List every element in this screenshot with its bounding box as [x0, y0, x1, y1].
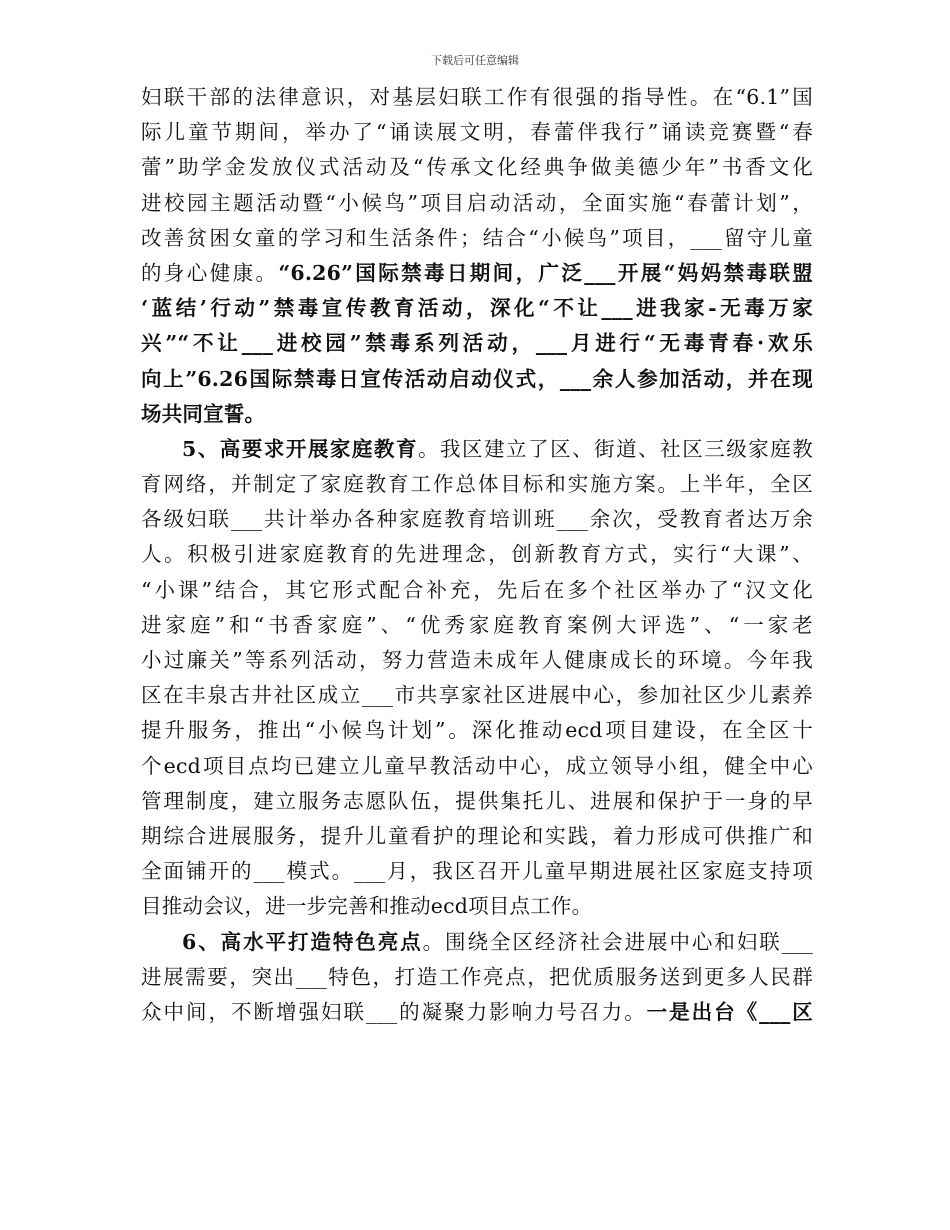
- bold-text-segment: ‘蓝结’行动”禁毒宣传教育活动，深化“不让___进我家-无毒万家: [141, 296, 813, 321]
- bold-text-segment: 6、高水平打造特色亮点: [182, 929, 423, 954]
- text-line: [141, 397, 813, 432]
- text-segment: 小过廉关”等系列活动，努力营造未成年人健康成长的环境。今年我: [141, 648, 813, 672]
- text-segment: 育网络，并制定了家庭教育工作总体目标和实施方案。上半年，全区: [141, 472, 813, 497]
- text-line: [141, 362, 813, 397]
- text-line: [141, 713, 813, 748]
- text-line: [141, 678, 813, 713]
- text-segment: 各级妇联___共计举办各种家庭教育培训班___余次，受教育者达万余: [141, 507, 813, 532]
- text-segment: 众中间，不断增强妇联___的凝聚力影响力号召力。: [141, 999, 647, 1024]
- bold-text-segment: “6.26”国际禁毒日期间，广泛___开展“妈妈禁毒联盟: [278, 260, 813, 285]
- bold-text-segment: 一是出台《___区: [646, 999, 813, 1024]
- text-line: [141, 925, 813, 960]
- text-segment: 区在丰泉古井社区成立___市共享家社区进展中心，参加社区少儿素养: [141, 683, 813, 708]
- document-body: [141, 80, 813, 1030]
- bold-text-segment: 兴”“不让___进校园”禁毒系列活动，___月进行“无毒青春·欢乐: [141, 331, 813, 356]
- text-segment: 进家庭”和“书香家庭”、“优秀家庭教育案例大评选”、“一家老: [141, 612, 813, 637]
- text-line: [141, 291, 813, 326]
- text-line: [141, 221, 813, 256]
- text-line: [141, 80, 813, 115]
- text-line: [141, 643, 813, 678]
- text-line: [141, 960, 813, 995]
- text-segment: 目推动会议，进一步完善和推动ecd项目点工作。: [141, 894, 593, 919]
- text-line: [141, 186, 813, 221]
- text-line: [141, 432, 813, 467]
- bold-text-segment: 5、高要求开展家庭教育: [182, 436, 418, 461]
- text-segment: “小课”结合，其它形式配合补充，先后在多个社区举办了“汉文化: [141, 577, 813, 602]
- text-segment: 个ecd项目点均已建立儿童早教活动中心，成立领导小组，健全中心: [141, 753, 813, 778]
- text-line: [141, 115, 813, 150]
- text-line: [141, 784, 813, 819]
- text-line: [141, 749, 813, 784]
- bold-text-segment: 场共同宣誓。: [141, 401, 266, 426]
- text-line: [141, 889, 813, 924]
- text-line: [141, 502, 813, 537]
- text-segment: 全面铺开的___模式。___月，我区召开儿童早期进展社区家庭支持项: [141, 859, 813, 884]
- text-line: [141, 537, 813, 572]
- text-line: [141, 467, 813, 502]
- text-line: [141, 819, 813, 854]
- text-line: [141, 995, 813, 1030]
- text-segment: 人。积极引进家庭教育的先进理念，创新教育方式，实行“大课”、: [141, 542, 813, 567]
- text-line: [141, 854, 813, 889]
- bold-text-segment: 向上”6.26国际禁毒日宣传活动启动仪式，___余人参加活动，并在现: [141, 366, 813, 391]
- text-segment: 际儿童节期间，举办了“诵读展文明，春蕾伴我行”诵读竞赛暨“春: [141, 120, 813, 145]
- page-header: 下载后可任意编辑: [431, 54, 519, 67]
- text-segment: 管理制度，建立服务志愿队伍，提供集托儿、进展和保护于一身的早: [141, 788, 813, 813]
- text-line: [141, 608, 813, 643]
- text-segment: 提升服务，推出“小候鸟计划”。深化推动ecd项目建设，在全区十: [141, 718, 813, 743]
- text-line: [141, 326, 813, 361]
- text-segment: 进校园主题活动暨“小候鸟”项目启动活动，全面实施“春蕾计划”，: [141, 190, 813, 215]
- text-segment: 蕾”助学金发放仪式活动及“传承文化经典争做美德少年”书香文化: [141, 155, 813, 180]
- text-line: [141, 256, 813, 291]
- text-line: [141, 573, 813, 608]
- text-segment: 妇联干部的法律意识，对基层妇联工作有很强的指导性。在“6.1”国: [141, 85, 813, 109]
- text-segment: 。围绕全区经济社会进展中心和妇联___: [422, 929, 813, 954]
- text-segment: 的身心健康。: [141, 260, 279, 285]
- text-segment: 进展需要，突出___特色，打造工作亮点，把优质服务送到更多人民群: [141, 964, 813, 989]
- text-segment: 期综合进展服务，提升儿童看护的理论和实践，着力形成可供推广和: [141, 823, 813, 848]
- text-segment: 改善贫困女童的学习和生活条件；结合“小候鸟”项目，___留守儿童: [141, 225, 813, 250]
- text-line: [141, 150, 813, 185]
- text-segment: 。我区建立了区、街道、社区三级家庭教: [417, 436, 813, 461]
